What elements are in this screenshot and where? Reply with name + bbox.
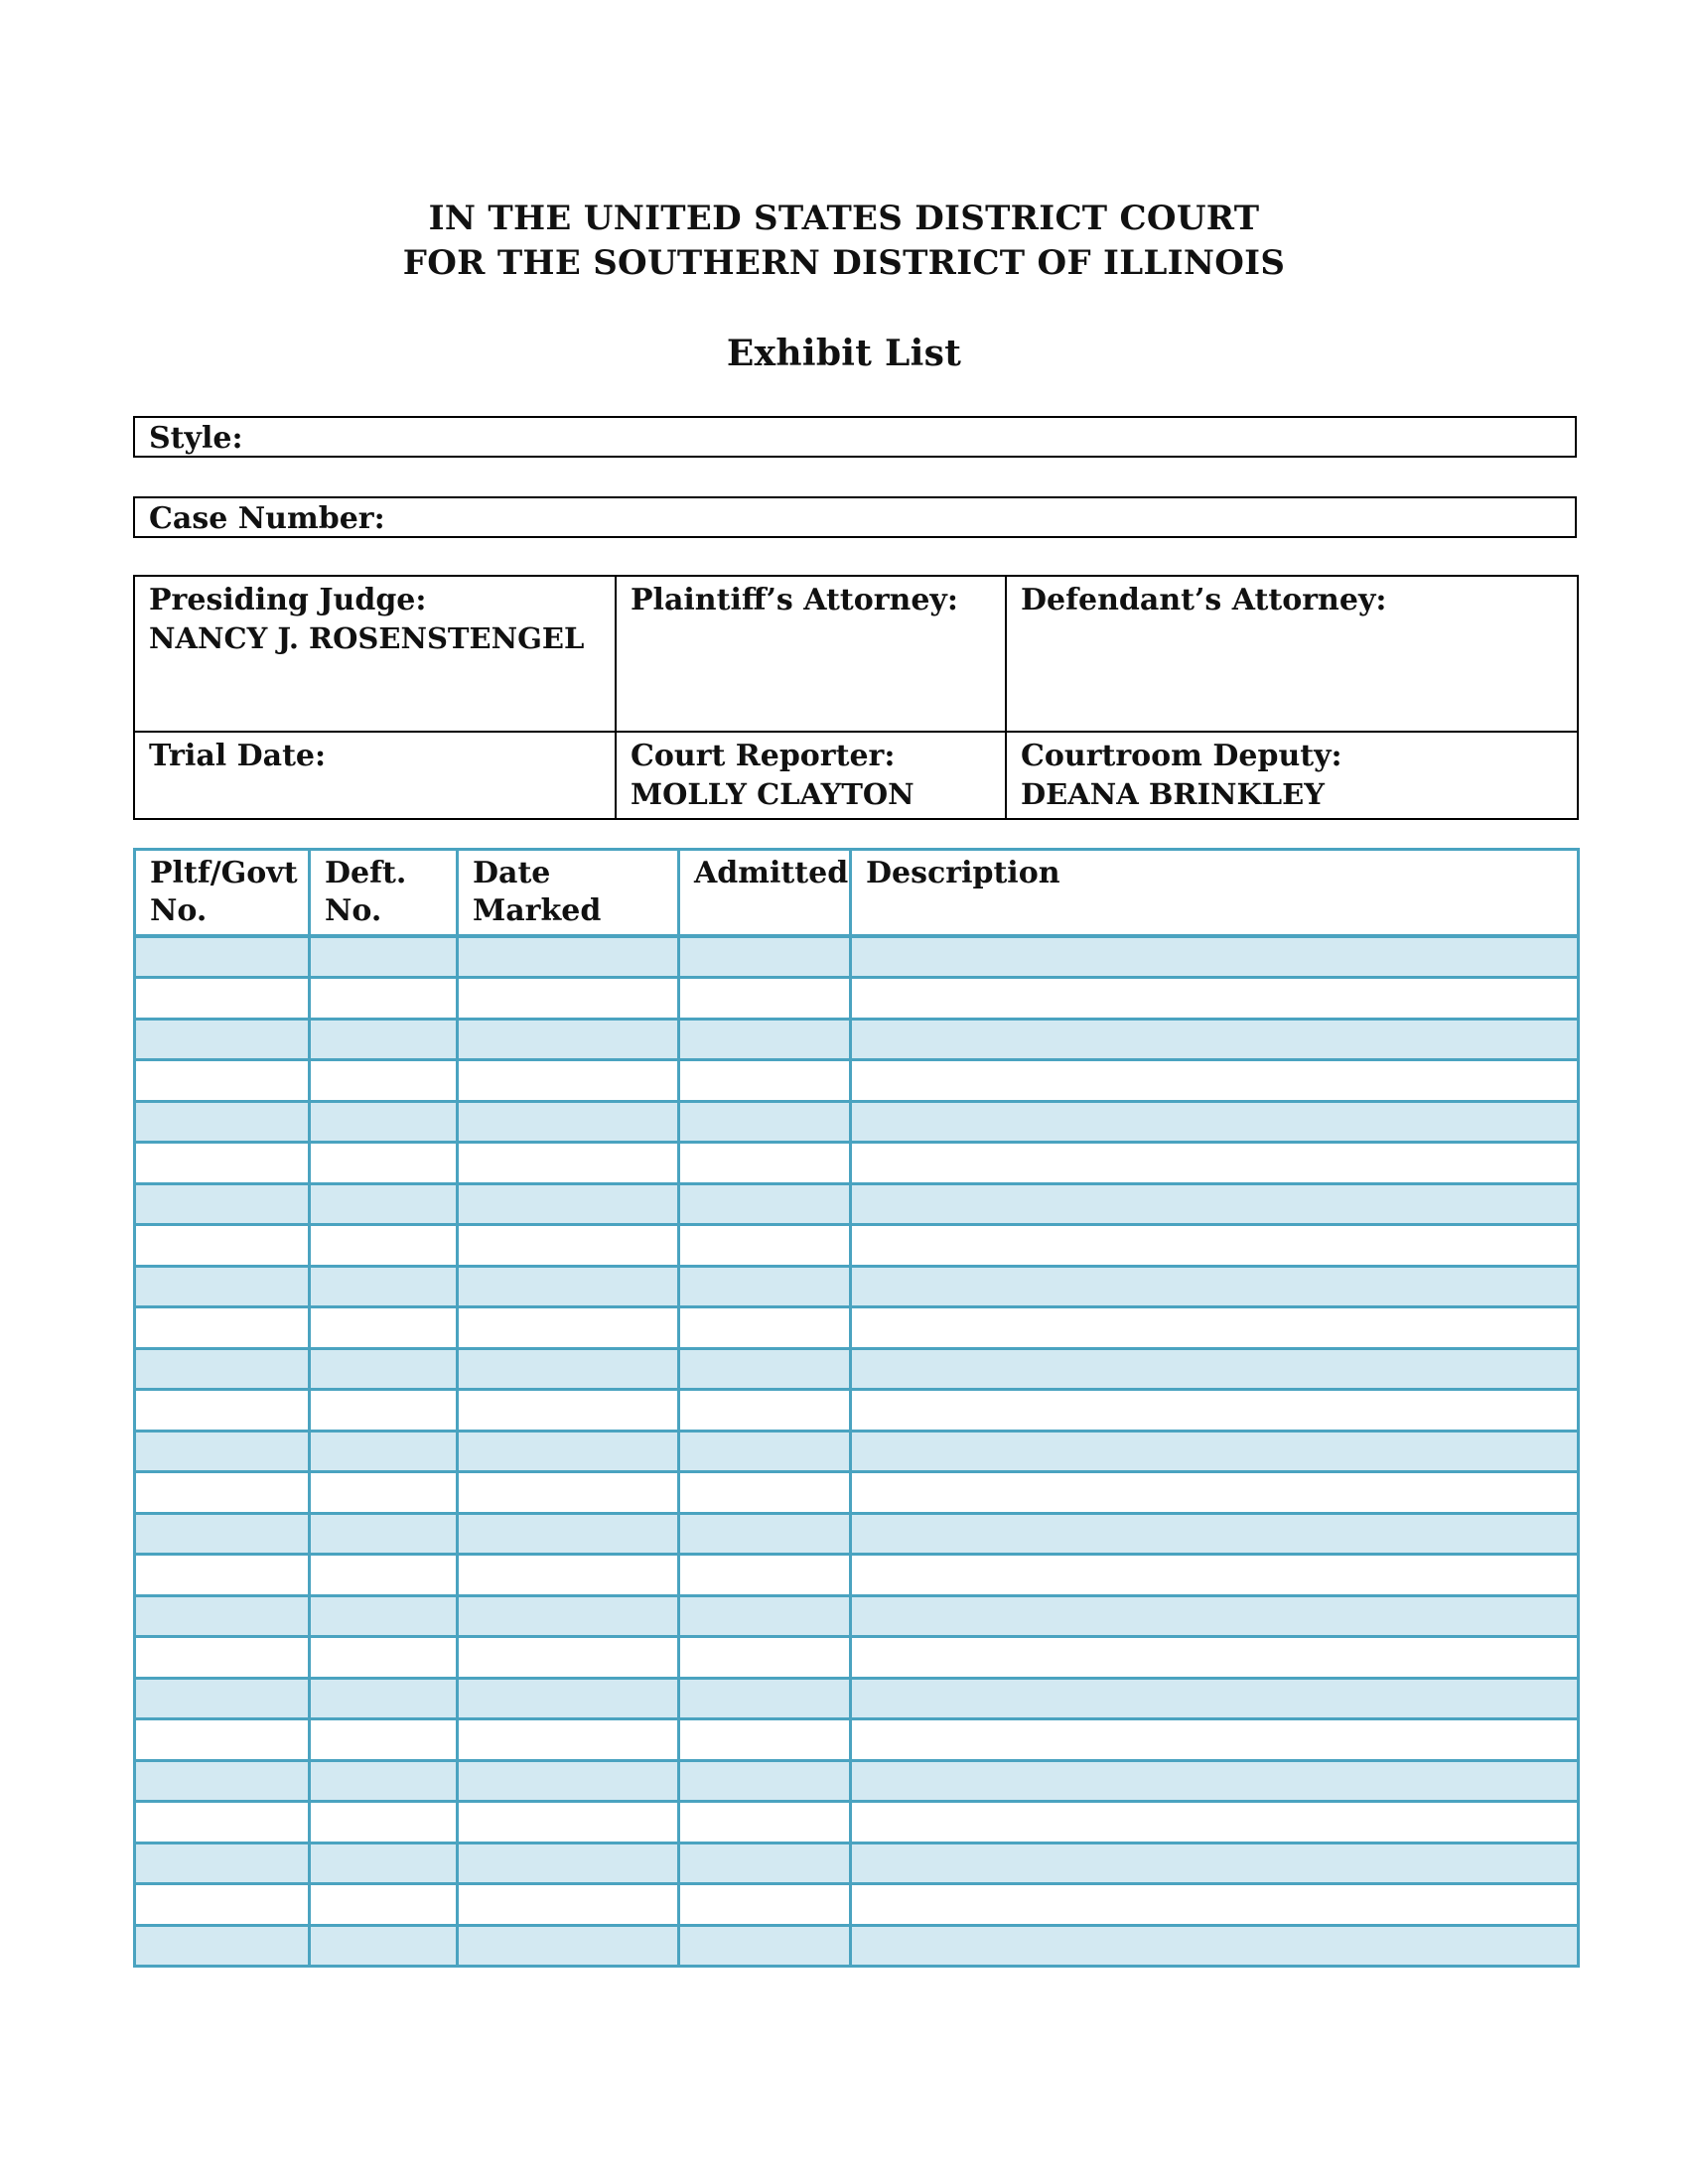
date-marked-cell[interactable] (458, 1266, 679, 1307)
pltf-govt-header-line-1: Pltf/Govt (150, 856, 298, 890)
admitted-cell[interactable] (679, 1595, 851, 1637)
admitted-cell[interactable] (679, 1637, 851, 1679)
admitted-cell[interactable] (679, 978, 851, 1020)
deft-no-cell[interactable] (310, 1719, 458, 1761)
table-row (135, 1513, 1579, 1555)
description-cell[interactable] (851, 1802, 1579, 1843)
pltf-govt-no-cell[interactable] (135, 1101, 310, 1143)
date-marked-cell[interactable] (458, 1143, 679, 1184)
pltf-govt-no-cell[interactable] (135, 936, 310, 978)
table-row (135, 1802, 1579, 1843)
deft-no-cell[interactable] (310, 1843, 458, 1884)
admitted-cell[interactable] (679, 1843, 851, 1884)
date-marked-cell[interactable] (458, 1884, 679, 1926)
table-row (135, 1637, 1579, 1679)
column-header-deft-no (310, 850, 458, 937)
date-marked-cell[interactable] (458, 1472, 679, 1514)
table-row (135, 1101, 1579, 1143)
date-marked-cell[interactable] (458, 1101, 679, 1143)
date-marked-cell[interactable] (458, 1225, 679, 1267)
table-row (135, 1472, 1579, 1514)
deft-no-cell[interactable] (310, 1431, 458, 1472)
court-title-line-2: FOR THE SOUTHERN DISTRICT OF ILLINOIS (402, 243, 1286, 283)
table-row (135, 936, 1579, 978)
date-marked-cell[interactable] (458, 1802, 679, 1843)
date-marked-cell[interactable] (458, 1348, 679, 1390)
pltf-govt-no-cell[interactable] (135, 1884, 310, 1926)
deft-no-cell[interactable] (310, 1555, 458, 1596)
court-title-line-1: IN THE UNITED STATES DISTRICT COURT (428, 199, 1260, 238)
admitted-cell[interactable] (679, 1225, 851, 1267)
admitted-cell[interactable] (679, 1060, 851, 1102)
admitted-cell[interactable] (679, 1925, 851, 1967)
admitted-cell[interactable] (679, 936, 851, 978)
description-cell[interactable] (851, 1307, 1579, 1349)
column-header-date-marked (458, 850, 679, 937)
description-cell[interactable] (851, 1555, 1579, 1596)
description-cell[interactable] (851, 1390, 1579, 1432)
admitted-header: Admitted (694, 856, 849, 890)
pltf-govt-no-cell[interactable] (135, 1595, 310, 1637)
description-cell[interactable] (851, 1884, 1579, 1926)
description-header: Description (866, 856, 1060, 890)
table-row (135, 1760, 1579, 1802)
deft-header-line-1: Deft. (325, 856, 407, 890)
deft-no-cell[interactable] (310, 1307, 458, 1349)
pltf-govt-no-cell[interactable] (135, 1513, 310, 1555)
deft-no-cell[interactable] (310, 1183, 458, 1225)
date-marked-cell[interactable] (458, 1307, 679, 1349)
table-row (135, 1019, 1579, 1060)
pltf-govt-no-cell[interactable] (135, 1678, 310, 1719)
admitted-cell[interactable] (679, 1760, 851, 1802)
case-info-table (133, 575, 1579, 820)
admitted-cell[interactable] (679, 1431, 851, 1472)
deft-no-cell[interactable] (310, 1390, 458, 1432)
column-header-pltf-govt-no (135, 850, 310, 937)
deft-no-cell[interactable] (310, 1760, 458, 1802)
admitted-cell[interactable] (679, 1678, 851, 1719)
court-reporter-cell[interactable] (616, 732, 1006, 819)
pltf-govt-no-cell[interactable] (135, 1019, 310, 1060)
deft-no-cell[interactable] (310, 1802, 458, 1843)
description-cell[interactable] (851, 1183, 1579, 1225)
description-cell[interactable] (851, 1060, 1579, 1102)
pltf-govt-no-cell[interactable] (135, 1143, 310, 1184)
description-cell[interactable] (851, 1348, 1579, 1390)
description-cell[interactable] (851, 1925, 1579, 1967)
deft-no-cell[interactable] (310, 936, 458, 978)
table-row (135, 1719, 1579, 1761)
table-row (135, 1307, 1579, 1349)
pltf-govt-no-cell[interactable] (135, 1266, 310, 1307)
admitted-cell[interactable] (679, 1802, 851, 1843)
date-marked-cell[interactable] (458, 1843, 679, 1884)
style-label: Style: (149, 421, 243, 456)
date-marked-cell[interactable] (458, 1513, 679, 1555)
deft-no-cell[interactable] (310, 1060, 458, 1102)
pltf-govt-no-cell[interactable] (135, 978, 310, 1020)
deft-no-cell[interactable] (310, 1678, 458, 1719)
case-number-field[interactable] (133, 496, 1577, 538)
pltf-govt-no-cell[interactable] (135, 1472, 310, 1514)
description-cell[interactable] (851, 1595, 1579, 1637)
exhibit-table-header (135, 850, 1579, 937)
date-marked-cell[interactable] (458, 1637, 679, 1679)
defendants-attorney-cell[interactable] (1006, 576, 1578, 732)
description-cell[interactable] (851, 1143, 1579, 1184)
table-row (135, 1143, 1579, 1184)
table-row (135, 1843, 1579, 1884)
description-cell[interactable] (851, 1101, 1579, 1143)
courtroom-deputy-label: Courtroom Deputy: (1021, 739, 1342, 773)
pltf-govt-no-cell[interactable] (135, 1348, 310, 1390)
trial-date-cell[interactable] (134, 732, 616, 819)
admitted-cell[interactable] (679, 1513, 851, 1555)
defendants-attorney-label: Defendant’s Attorney: (1021, 583, 1387, 617)
description-cell[interactable] (851, 1431, 1579, 1472)
description-cell[interactable] (851, 1719, 1579, 1761)
court-reporter-label: Court Reporter: (631, 739, 896, 773)
admitted-cell[interactable] (679, 1390, 851, 1432)
deft-header-line-2: No. (325, 893, 382, 928)
presiding-judge-label: Presiding Judge: (149, 583, 427, 617)
pltf-govt-no-cell[interactable] (135, 1555, 310, 1596)
courtroom-deputy-cell[interactable] (1006, 732, 1578, 819)
description-cell[interactable] (851, 1843, 1579, 1884)
admitted-cell[interactable] (679, 1101, 851, 1143)
admitted-cell[interactable] (679, 1719, 851, 1761)
date-marked-cell[interactable] (458, 1678, 679, 1719)
deft-no-cell[interactable] (310, 1637, 458, 1679)
pltf-govt-no-cell[interactable] (135, 1183, 310, 1225)
presiding-judge-cell[interactable] (134, 576, 616, 732)
table-row (135, 1555, 1579, 1596)
date-marked-cell[interactable] (458, 1019, 679, 1060)
trial-date-label: Trial Date: (149, 739, 327, 773)
admitted-cell[interactable] (679, 1555, 851, 1596)
deft-no-cell[interactable] (310, 1925, 458, 1967)
table-row (135, 1925, 1579, 1967)
date-marked-cell[interactable] (458, 978, 679, 1020)
date-marked-cell[interactable] (458, 1760, 679, 1802)
table-row (135, 1266, 1579, 1307)
table-row (135, 1595, 1579, 1637)
document-title: Exhibit List (726, 333, 962, 374)
admitted-cell[interactable] (679, 1884, 851, 1926)
pltf-govt-no-cell[interactable] (135, 1390, 310, 1432)
pltf-govt-no-cell[interactable] (135, 1719, 310, 1761)
description-cell[interactable] (851, 1513, 1579, 1555)
date-marked-cell[interactable] (458, 936, 679, 978)
exhibit-table-body (135, 936, 1579, 1967)
deft-no-cell[interactable] (310, 978, 458, 1020)
admitted-cell[interactable] (679, 1266, 851, 1307)
date-marked-cell[interactable] (458, 1925, 679, 1967)
plaintiffs-attorney-label: Plaintiff’s Attorney: (631, 583, 958, 617)
style-field[interactable] (133, 416, 1577, 458)
pltf-govt-no-cell[interactable] (135, 1225, 310, 1267)
presiding-judge-value: NANCY J. ROSENSTENGEL (149, 621, 585, 655)
pltf-govt-no-cell[interactable] (135, 1802, 310, 1843)
pltf-govt-no-cell[interactable] (135, 1925, 310, 1967)
table-row (135, 978, 1579, 1020)
table-row (135, 1348, 1579, 1390)
pltf-govt-no-cell[interactable] (135, 1060, 310, 1102)
deft-no-cell[interactable] (310, 1019, 458, 1060)
description-cell[interactable] (851, 1678, 1579, 1719)
description-cell[interactable] (851, 1019, 1579, 1060)
description-cell[interactable] (851, 978, 1579, 1020)
column-header-description (851, 850, 1579, 937)
deft-no-cell[interactable] (310, 1472, 458, 1514)
description-cell[interactable] (851, 1225, 1579, 1267)
deft-no-cell[interactable] (310, 1348, 458, 1390)
description-cell[interactable] (851, 1266, 1579, 1307)
admitted-cell[interactable] (679, 1307, 851, 1349)
date-marked-cell[interactable] (458, 1555, 679, 1596)
deft-no-cell[interactable] (310, 1884, 458, 1926)
plaintiffs-attorney-cell[interactable] (616, 576, 1006, 732)
pltf-govt-no-cell[interactable] (135, 1843, 310, 1884)
description-cell[interactable] (851, 936, 1579, 978)
table-row (135, 1060, 1579, 1102)
table-row (135, 1431, 1579, 1472)
deft-no-cell[interactable] (310, 1225, 458, 1267)
pltf-govt-no-cell[interactable] (135, 1431, 310, 1472)
table-row (135, 1678, 1579, 1719)
case-number-label: Case Number: (149, 501, 385, 536)
table-row (135, 1225, 1579, 1267)
table-row (135, 1390, 1579, 1432)
date-marked-header-line-2: Marked (473, 893, 602, 928)
courtroom-deputy-value: DEANA BRINKLEY (1021, 777, 1325, 811)
column-header-admitted (679, 850, 851, 937)
admitted-cell[interactable] (679, 1183, 851, 1225)
description-cell[interactable] (851, 1472, 1579, 1514)
date-marked-cell[interactable] (458, 1431, 679, 1472)
date-marked-cell[interactable] (458, 1183, 679, 1225)
deft-no-cell[interactable] (310, 1101, 458, 1143)
admitted-cell[interactable] (679, 1348, 851, 1390)
admitted-cell[interactable] (679, 1019, 851, 1060)
admitted-cell[interactable] (679, 1472, 851, 1514)
date-marked-cell[interactable] (458, 1060, 679, 1102)
table-row (135, 1884, 1579, 1926)
admitted-cell[interactable] (679, 1143, 851, 1184)
date-marked-cell[interactable] (458, 1390, 679, 1432)
pltf-govt-no-cell[interactable] (135, 1637, 310, 1679)
pltf-govt-header-line-2: No. (150, 893, 208, 928)
deft-no-cell[interactable] (310, 1595, 458, 1637)
pltf-govt-no-cell[interactable] (135, 1760, 310, 1802)
description-cell[interactable] (851, 1760, 1579, 1802)
deft-no-cell[interactable] (310, 1143, 458, 1184)
deft-no-cell[interactable] (310, 1513, 458, 1555)
table-row (135, 1183, 1579, 1225)
date-marked-cell[interactable] (458, 1719, 679, 1761)
date-marked-cell[interactable] (458, 1595, 679, 1637)
date-marked-header-line-1: Date (473, 856, 551, 890)
exhibit-table (133, 848, 1580, 1968)
pltf-govt-no-cell[interactable] (135, 1307, 310, 1349)
deft-no-cell[interactable] (310, 1266, 458, 1307)
description-cell[interactable] (851, 1637, 1579, 1679)
court-reporter-value: MOLLY CLAYTON (631, 777, 914, 811)
